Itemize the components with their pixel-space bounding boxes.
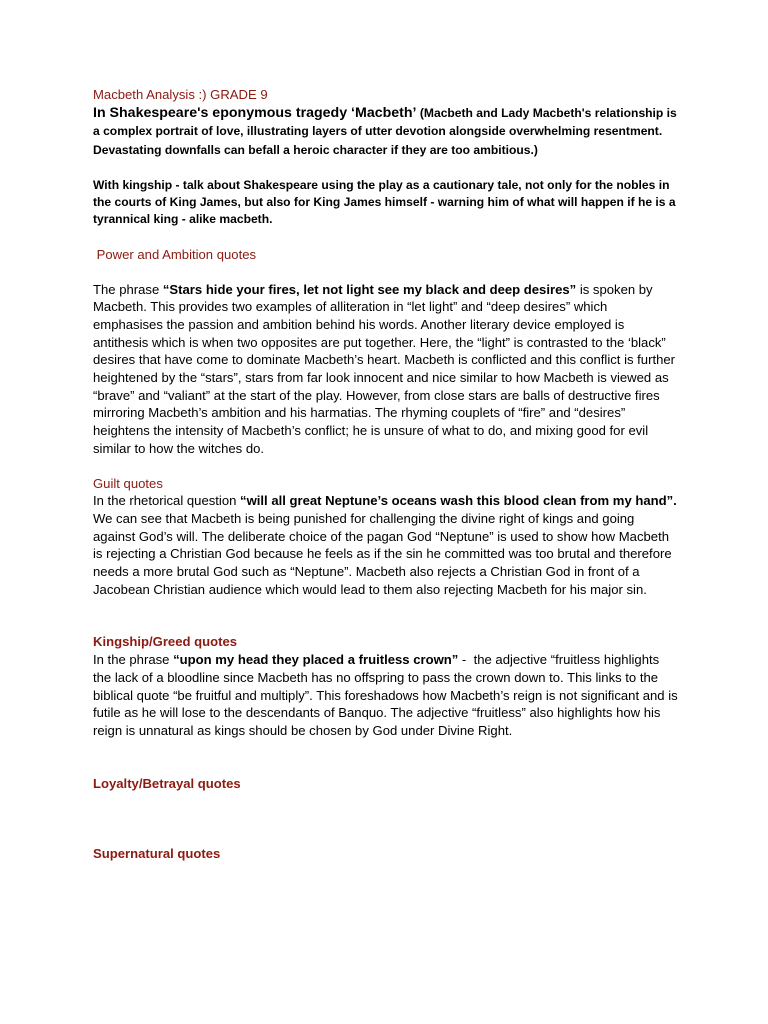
power-paragraph	[93, 281, 678, 458]
kingship-quote: “upon my head they placed a fruitless crown”	[173, 652, 459, 668]
kingship-after: - the adjective “fruitless highlights the lack of a bloodline since Macbeth has no offspring to pass the crown down to. This links to the biblical quote “be fruitful and multiply”. This foreshadows how Macbeth’s reign is not significant and is futile as he will lose to the descendants of Banquo. The adjective “fruitless” also highlights how his reign is unnatural as kings should be chosen by God under Divine Right.	[93, 652, 682, 738]
document-title: Macbeth Analysis :) GRADE 9	[93, 87, 268, 102]
intro-rest: (Macbeth and Lady Macbeth's relationship is a complex portrait of love, illustrating layers of utter devotion alongside overwhelming resentment. Devastating downfalls can befall a heroic character if they are too ambitious.)	[93, 105, 677, 158]
supernatural-heading: Supernatural quotes	[93, 846, 221, 862]
guilt-paragraph	[93, 492, 678, 598]
guilt-after: We can see that Macbeth is being punished for challenging the divine right of kings and going against God’s will. The deliberate choice of the pagan God “Neptune” is used to show how Macbeth is rejecting a Christian God because he feels as if the sin he committed was too brutal and therefore needs a more brutal God such as “Neptune”. Macbeth also rejects a Christian God in front of a Jacobean Christian audience which would lead to them also rejecting Macbeth for his major sin.	[93, 510, 672, 597]
loyalty-heading: Loyalty/Betrayal quotes	[93, 775, 241, 791]
power-heading: Power and Ambition quotes	[93, 246, 257, 262]
intro-lead: In Shakespeare's eponymous tragedy ‘Macbeth’	[93, 104, 417, 121]
kingship-before: In the phrase	[93, 652, 174, 668]
kingship-paragraph	[93, 651, 682, 740]
guilt-before: In the rhetorical question	[93, 493, 241, 509]
kingship-note: With kingship - talk about Shakespeare using the play as a cautionary tale, not only for the nobles in the courts of King James, but also for King James himself - warning him of what will happen if he is a tyrannical king - alike macbeth.	[93, 177, 676, 226]
intro-paragraph	[93, 104, 678, 160]
kingship-heading: Kingship/Greed quotes	[93, 634, 238, 650]
power-before: The phrase	[93, 281, 163, 297]
guilt-heading: Guilt quotes	[93, 475, 163, 491]
document-body	[93, 86, 682, 863]
guilt-quote: “will all great Neptune’s oceans wash this blood clean from my hand”.	[240, 493, 677, 509]
power-after: is spoken by Macbeth. This provides two examples of alliteration in “let light” and “deep desires” which emphasises the passion and ambition behind his words. Another literary device employed is antithesis which is when two opposites are put together. Here, the “light” is contrasted to the ‘black” desires that have come to dominate Macbeth’s heart. Macbeth is conflicted and this conflict is further heightened by the “stars”, stars from far look innocent and nice similar to how Macbeth is viewed as “brave” and “valiant” at the start of the play. However, from close stars are balls of destructive fires mirroring Macbeth’s ambition and his harmatias. The rhyming couplets of “fire” and “desires” heightens the intensity of Macbeth’s conflict; he is unsure of what to do, and mixing good for evil similar to how the witches do.	[93, 281, 676, 456]
power-quote: “Stars hide your fires, let not light see my black and deep desires”	[162, 281, 577, 297]
